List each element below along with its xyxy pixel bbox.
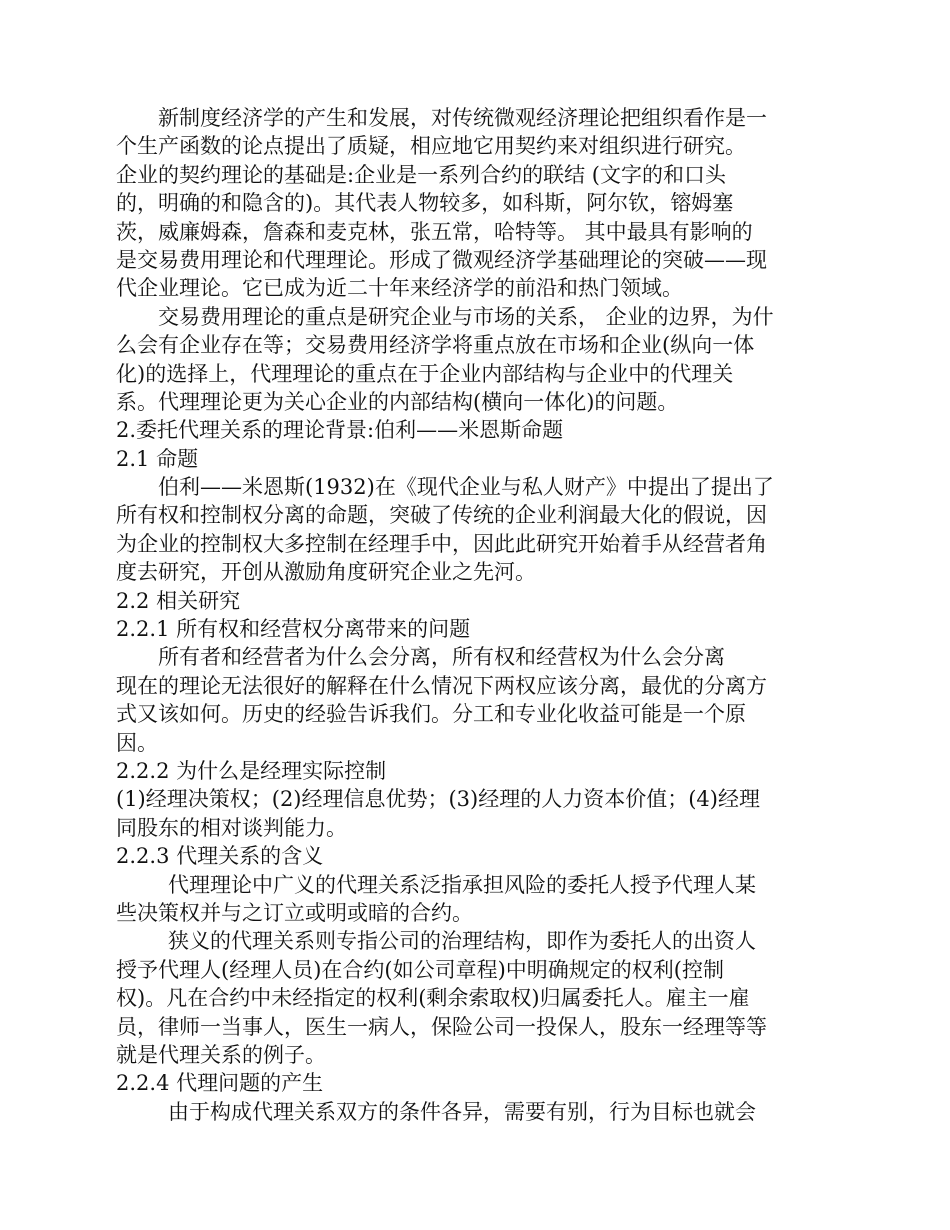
- text-line: 系。代理理论更为关心企业的内部结构(横向一体化)的问题。: [116, 389, 679, 414]
- text-line: 的，明确的和隐含的)。其代表人物较多，如科斯，阿尔钦，镕姆塞: [116, 191, 734, 216]
- text-line: 是交易费用理论和代理理论。形成了微观经济学基础理论的突破——现: [116, 247, 767, 272]
- text-line: 由于构成代理关系双方的条件各异，需要有别，行为目标也就会: [168, 1099, 756, 1124]
- text-line: 交易费用理论的重点是研究企业与市场的关系， 企业的边界，为什: [158, 304, 774, 329]
- text-line: 狭义的代理关系则专指公司的治理结构，即作为委托人的出资人: [168, 929, 756, 954]
- text-line: 2.2 相关研究: [116, 588, 241, 613]
- text-line: 企业的契约理论的基础是:企业是一系列合约的联结 (文字的和口头: [116, 162, 726, 187]
- text-line: 代理理论中广义的代理关系泛指承担风险的委托人授予代理人某: [168, 872, 756, 897]
- text-line: 现在的理论无法很好的解释在什么情况下两权应该分离，最优的分离方: [116, 673, 767, 698]
- text-line: 代企业理论。它已成为近二十年来经济学的前沿和热门领域。: [116, 276, 683, 301]
- text-line: 权)。凡在合约中未经指定的权利(剩余索取权)归属委托人。雇主一雇: [116, 986, 750, 1011]
- text-line: 2.2.1 所有权和经营权分离带来的问题: [116, 617, 471, 642]
- text-line: 为企业的控制权大多控制在经理手中，因此此研究开始着手从经营者角: [116, 531, 767, 556]
- text-line: 2.委托代理关系的理论背景:伯利——米恩斯命题: [116, 418, 564, 443]
- document-body: [116, 104, 846, 1126]
- text-line: 式又该如何。历史的经验告诉我们。分工和专业化收益可能是一个原: [116, 702, 746, 727]
- text-line: 么会有企业存在等；交易费用经济学将重点放在市场和企业(纵向一体: [116, 333, 755, 358]
- text-line: 度去研究，开创从激励角度研究企业之先河。: [116, 560, 536, 585]
- text-line: 个生产函数的论点提出了质疑，相应地它用契约来对组织进行研究。: [116, 134, 746, 159]
- text-line: 茨，威廉姆森，詹森和麦克林，张五常，哈特等。 其中最具有影响的: [116, 219, 753, 244]
- text-line: 所有者和经营者为什么会分离，所有权和经营权为什么会分离: [158, 645, 725, 670]
- text-line: 2.2.3 代理关系的含义: [116, 844, 324, 869]
- text-line: 伯利——米恩斯(1932)在《现代企业与私人财产》中提出了提出了: [158, 475, 774, 500]
- text-line: (1)经理决策权；(2)经理信息优势；(3)经理的人力资本价值；(4)经理: [116, 787, 760, 812]
- text-line: 员，律师一当事人，医生一病人，保险公司一投保人，股东一经理等等: [116, 1014, 767, 1039]
- text-line: 2.2.2 为什么是经理实际控制: [116, 758, 387, 783]
- text-line: 就是代理关系的例子。: [116, 1042, 326, 1067]
- text-line: 同股东的相对谈判能力。: [116, 815, 347, 840]
- text-line: 新制度经济学的产生和发展，对传统微观经济理论把组织看作是一: [158, 106, 767, 130]
- text-line: 2.2.4 代理问题的产生: [116, 1071, 324, 1096]
- text-line: 些决策权并与之订立或明或暗的合约。: [116, 900, 473, 925]
- text-line: 授予代理人(经理人员)在合约(如公司章程)中明确规定的权利(控制: [116, 957, 724, 982]
- text-line: 2.1 命题: [116, 446, 199, 471]
- text-line: 化)的选择上，代理理论的重点在于企业内部结构与企业中的代理关: [116, 361, 734, 386]
- text-line: 所有权和控制权分离的命题，突破了传统的企业利润最大化的假说，因: [116, 503, 767, 528]
- text-line: 因。: [116, 730, 158, 755]
